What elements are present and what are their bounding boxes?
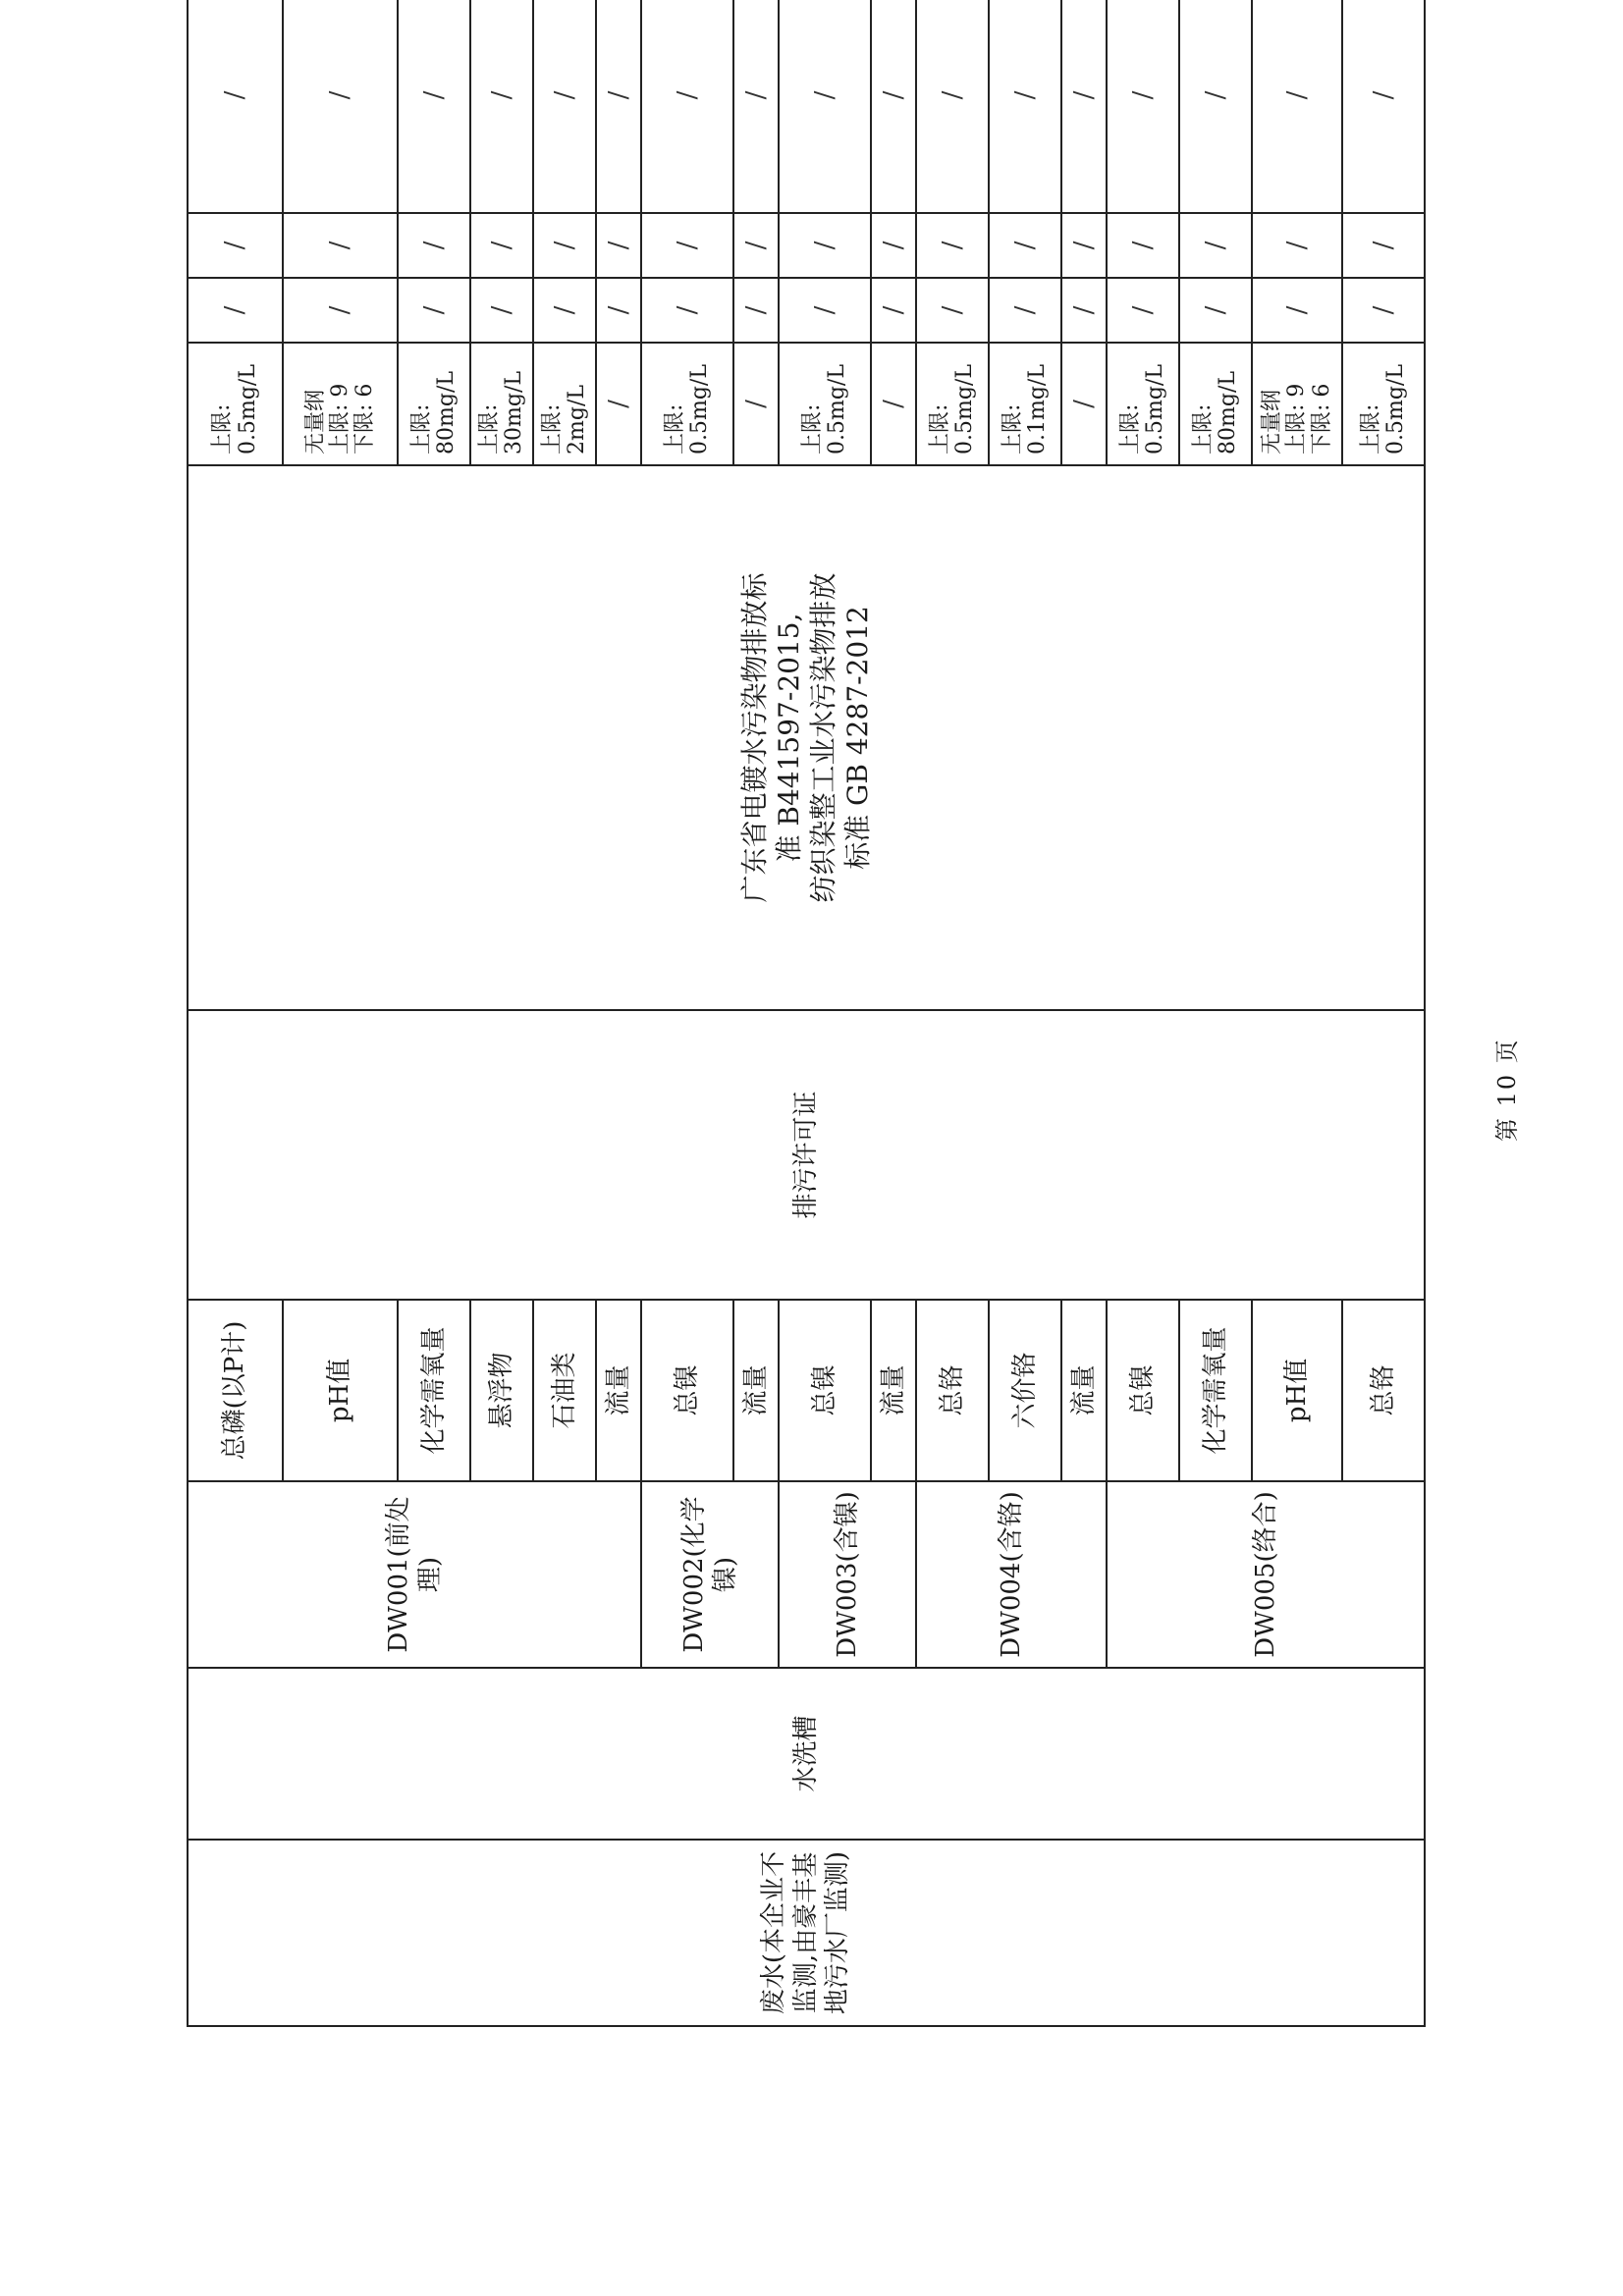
limit-cell	[533, 343, 596, 465]
empty-value-cell: /	[916, 213, 989, 278]
limit-cell	[1061, 343, 1107, 465]
empty-value-cell: /	[398, 213, 470, 278]
limit-line: 0.5mg/L	[1383, 364, 1408, 454]
empty-value-cell: /	[533, 278, 596, 343]
pollutant-cell: 悬浮物	[470, 1300, 533, 1481]
category-cell: 废水(本企业不监测,由豪丰基地污水厂监测)	[188, 1840, 1425, 2026]
limit-line: 80mg/L	[434, 371, 459, 454]
pollutant-cell: pH值	[283, 1300, 398, 1481]
workshop-cell: 水洗槽	[188, 1668, 1425, 1840]
empty-value-cell: /	[779, 0, 871, 213]
empty-value-cell: /	[1061, 213, 1107, 278]
empty-value-cell: /	[733, 213, 779, 278]
empty-value-cell: /	[1179, 278, 1252, 343]
empty-value-cell: /	[916, 278, 989, 343]
limit-cell	[733, 343, 779, 465]
limit-line: 无量纲	[302, 389, 328, 454]
outlet-name-cell: DW003(含镍)	[779, 1481, 916, 1668]
limit-cell	[398, 343, 470, 465]
empty-value-cell: /	[533, 213, 596, 278]
limit-line: 上限: 9	[1284, 383, 1310, 454]
empty-value-cell: /	[1107, 0, 1179, 213]
empty-value-cell: /	[871, 213, 916, 278]
limit-line: 下限: 6	[1309, 383, 1334, 454]
empty-value-cell: /	[641, 213, 733, 278]
empty-value-cell: /	[733, 0, 779, 213]
empty-value-cell: /	[1252, 0, 1342, 213]
limit-cell	[916, 343, 989, 465]
limit-line: 上限:	[662, 403, 687, 454]
pollutant-cell: 流量	[871, 1300, 916, 1481]
pollutant-cell: 总镍	[641, 1300, 733, 1481]
empty-value-cell: /	[1342, 278, 1425, 343]
pollutant-cell: 总铬	[916, 1300, 989, 1481]
empty-value-cell: /	[733, 278, 779, 343]
limit-cell	[283, 343, 398, 465]
standard-cell	[188, 465, 1425, 1010]
pollutant-cell: 石油类	[533, 1300, 596, 1481]
empty-value-cell: /	[1179, 213, 1252, 278]
limit-line: /	[740, 400, 771, 408]
empty-value-cell: /	[398, 278, 470, 343]
table-row	[188, 0, 283, 2026]
limit-line: 0.1mg/L	[1025, 364, 1050, 454]
empty-value-cell: /	[989, 278, 1061, 343]
empty-value-cell: /	[871, 0, 916, 213]
limit-cell	[779, 343, 871, 465]
empty-value-cell: /	[1061, 278, 1107, 343]
limit-line: /	[878, 400, 908, 408]
empty-value-cell: /	[1107, 278, 1179, 343]
pollutant-cell: 化学需氧量	[1179, 1300, 1252, 1481]
empty-value-cell: /	[470, 213, 533, 278]
limit-line: 上限:	[1117, 403, 1143, 454]
pollutant-cell: 总镍	[779, 1300, 871, 1481]
emission-limits-table	[187, 0, 1426, 2027]
empty-value-cell: /	[188, 213, 283, 278]
empty-value-cell: /	[398, 0, 470, 213]
empty-value-cell: /	[1342, 0, 1425, 213]
empty-value-cell: /	[641, 0, 733, 213]
empty-value-cell: /	[989, 0, 1061, 213]
limit-line: 上限:	[408, 403, 434, 454]
limit-cell	[596, 343, 641, 465]
outlet-name-cell: DW004(含铬)	[916, 1481, 1107, 1668]
empty-value-cell: /	[470, 278, 533, 343]
monitor-method-cell: 排污许可证	[188, 1010, 1425, 1300]
limit-line: 上限:	[1000, 403, 1025, 454]
empty-value-cell: /	[283, 213, 398, 278]
limit-cell	[1107, 343, 1179, 465]
limit-line: 上限: 9	[327, 383, 352, 454]
pollutant-cell: 总磷(以P计)	[188, 1300, 283, 1481]
pollutant-cell: 流量	[596, 1300, 641, 1481]
empty-value-cell: /	[871, 278, 916, 343]
empty-value-cell: /	[1252, 213, 1342, 278]
limit-line: /	[603, 400, 633, 408]
limit-line: 0.5mg/L	[952, 364, 977, 454]
limit-line: 上限:	[210, 403, 236, 454]
pollutant-cell: 流量	[1061, 1300, 1107, 1481]
limit-line: 0.5mg/L	[235, 364, 260, 454]
limit-line: 80mg/L	[1216, 371, 1240, 454]
empty-value-cell: /	[989, 213, 1061, 278]
empty-value-cell: /	[596, 213, 641, 278]
empty-value-cell: /	[596, 278, 641, 343]
limit-line: 上限:	[1190, 403, 1216, 454]
limit-cell	[871, 343, 916, 465]
empty-value-cell: /	[1061, 0, 1107, 213]
limit-line: 上限:	[476, 403, 502, 454]
pollutant-cell: 流量	[733, 1300, 779, 1481]
empty-value-cell: /	[596, 0, 641, 213]
pollutant-cell: pH值	[1252, 1300, 1342, 1481]
limit-line: 下限: 6	[352, 383, 378, 454]
limit-line: 2mg/L	[565, 385, 589, 454]
limit-cell	[1179, 343, 1252, 465]
limit-line: 0.5mg/L	[687, 364, 712, 454]
empty-value-cell: /	[283, 278, 398, 343]
limit-cell	[188, 343, 283, 465]
empty-value-cell: /	[188, 0, 283, 213]
limit-cell	[470, 343, 533, 465]
limit-cell	[989, 343, 1061, 465]
limit-line: 上限:	[927, 403, 952, 454]
limit-line: 上限:	[539, 403, 565, 454]
limit-cell	[641, 343, 733, 465]
limit-line: 30mg/L	[502, 371, 526, 454]
limit-line: 无量纲	[1260, 389, 1285, 454]
limit-line: 上限:	[1358, 403, 1383, 454]
empty-value-cell: /	[1252, 278, 1342, 343]
standard-line: 广东省电镀水污染物排放标	[738, 572, 771, 903]
limit-line: /	[1068, 400, 1099, 408]
empty-value-cell: /	[1107, 213, 1179, 278]
empty-value-cell: /	[470, 0, 533, 213]
outlet-name-cell: DW001(前处理)	[188, 1481, 641, 1668]
page-number: 第 10 页	[1493, 1038, 1521, 1142]
empty-value-cell: /	[641, 278, 733, 343]
empty-value-cell: /	[1342, 213, 1425, 278]
limit-line: 0.5mg/L	[825, 364, 849, 454]
pollutant-cell: 化学需氧量	[398, 1300, 470, 1481]
standard-line: 纺织染整工业水污染物排放	[807, 572, 839, 903]
limit-line: 上限:	[799, 403, 825, 454]
standard-line: 准 B441597-2015,	[773, 613, 805, 863]
empty-value-cell: /	[916, 0, 989, 213]
empty-value-cell: /	[779, 278, 871, 343]
empty-value-cell: /	[188, 278, 283, 343]
empty-value-cell: /	[533, 0, 596, 213]
pollutant-cell: 总镍	[1107, 1300, 1179, 1481]
limit-cell	[1252, 343, 1342, 465]
pollutant-cell: 总铬	[1342, 1300, 1425, 1481]
outlet-name-cell: DW005(络合)	[1107, 1481, 1425, 1668]
limit-cell	[1342, 343, 1425, 465]
limit-line: 0.5mg/L	[1143, 364, 1167, 454]
empty-value-cell: /	[779, 213, 871, 278]
pollutant-cell: 六价铬	[989, 1300, 1061, 1481]
standard-line: 标准 GB 4287-2012	[841, 606, 874, 870]
outlet-name-cell: DW002(化学镍)	[641, 1481, 779, 1668]
empty-value-cell: /	[1179, 0, 1252, 213]
empty-value-cell: /	[283, 0, 398, 213]
